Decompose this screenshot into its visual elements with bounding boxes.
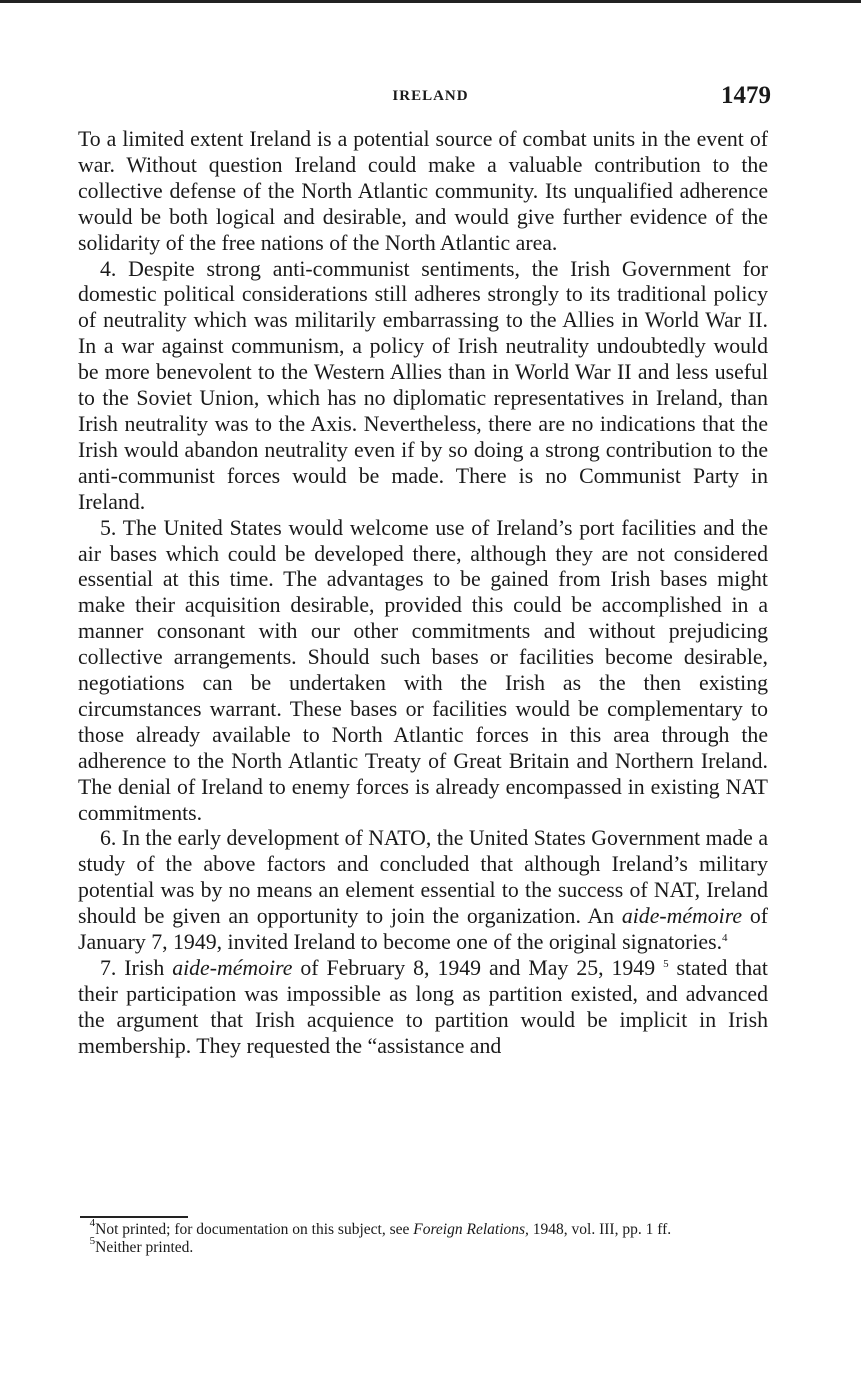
running-header: [0, 82, 861, 114]
footnote-ref-4[interactable]: 4: [722, 932, 728, 945]
footnote-5-mark: 5: [89, 1235, 96, 1247]
footnote-4-text-a: Not printed; for documentation on this subject, see: [95, 1221, 414, 1238]
footnote-5: [78, 1235, 768, 1257]
top-edge-rule: [0, 0, 861, 3]
footnote-ref-5[interactable]: 5: [663, 958, 669, 970]
paragraph-7-text-c: stated that their participation was impossible as long as partition existed, and advanced the argument that Irish acquience to partition would be implicit in Irish membership. They requested the “assistance and: [78, 956, 768, 1058]
paragraph-6-text-b: of January 7, 1949, invited Ireland to become one of the original signatories.: [78, 904, 768, 955]
footnote-4: [78, 1217, 768, 1239]
paragraph-7-italic: aide-mémoire: [172, 956, 293, 980]
footnote-4-italic: Foreign Relations,: [413, 1221, 529, 1238]
paragraph-7: [78, 956, 768, 1060]
footnotes: [78, 1217, 768, 1257]
paragraph-6-italic: aide-mémoire: [621, 904, 743, 929]
paragraph-7-text-a: 7. Irish: [100, 956, 173, 980]
paragraph-4: 4. Despite strong anti-communist sentiments, the Irish Government for domestic political considerations still adheres strongly to its traditional policy of neutrality which was militarily embarrassing to the Allies in World War II. In a war against communism, a policy of Irish neutrality undoubtedly would be more benevolent to the Western Allies than in World War II and less useful to the Soviet Union, which has no diplomatic representatives in Ireland, than Irish neutrality was to the Axis. Nevertheless, there are no indications that the Irish would abandon neutrality even if by so doing a strong contribution to the anti-communist forces would be made. There is no Communist Party in Ireland.: [78, 256, 768, 514]
footnote-rule: [80, 1216, 188, 1218]
running-title: IRELAND: [392, 88, 469, 104]
paragraph-7-text-b: of February 8, 1949 and May 25, 1949: [292, 956, 664, 980]
footnote-4-mark: 4: [89, 1217, 96, 1229]
body-text: [78, 127, 768, 1060]
page-number: 1479: [721, 82, 771, 109]
paragraph-6: [78, 826, 768, 956]
footnote-5-text: Neither printed.: [95, 1239, 194, 1256]
paragraph-6-text-a: 6. In the early development of NATO, the United States Government made a study of the above factors and concluded that although Ireland’s military potential was by no means an element essential to the success of NAT, Ireland should be given an opportunity to join the organization. An: [78, 826, 768, 929]
footnote-4-text-b: 1948, vol. III, pp. 1 ff.: [528, 1221, 672, 1238]
paragraph-continued: To a limited extent Ireland is a potential source of combat units in the event of war. Without question Ireland could make a valuable contribution to the collective defense of the North Atlantic community. Its unqualified adherence would be both logical and desirable, and would give further evidence of the solidarity of the free nations of the North Atlantic area.: [78, 127, 768, 255]
paragraph-5: 5. The United States would welcome use of Ireland’s port facilities and the air bases which could be developed there, although they are not considered essential at this time. The advantages to be gained from Irish bases might make their acquisition desirable, provided this could be accomplished in a manner consonant with our other commitments and without prejudicing collective arrangements. Should such bases or facilities become desirable, negotiations can be undertaken with the Irish as the then existing circumstances warrant. These bases or facilities would be complementary to those already available to North Atlantic forces in this area through the adherence to the North Atlantic Treaty of Great Britain and Northern Ireland. The denial of Ireland to enemy forces is already encompassed in existing NAT commitments.: [78, 515, 768, 825]
